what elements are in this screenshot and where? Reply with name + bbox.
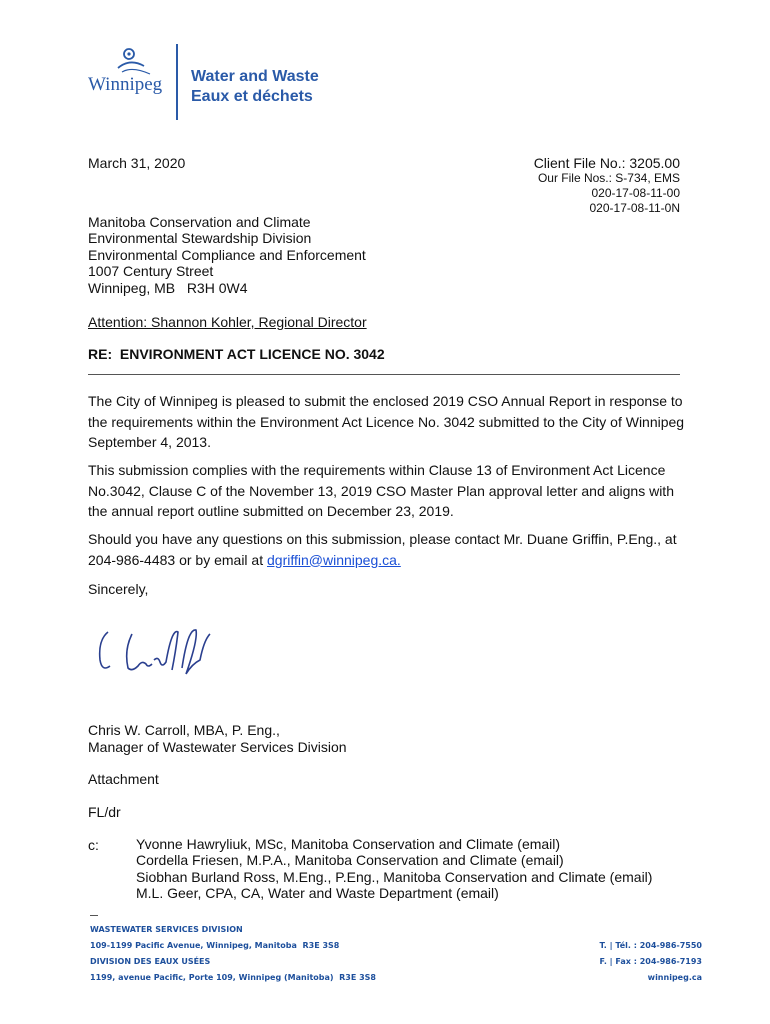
cc-recipient: Yvonne Hawryliuk, MSc, Manitoba Conservation and Climate (email) xyxy=(136,836,561,852)
footer-phone: T. | Tél. : 204-986-7550 xyxy=(599,941,702,950)
footer-website-link[interactable]: winnipeg.ca xyxy=(647,973,702,982)
our-file-numbers xyxy=(538,171,680,216)
our-file-line: 020-17-08-11-0N xyxy=(589,201,680,215)
recipient-address xyxy=(88,214,366,296)
footer-rule xyxy=(90,915,98,916)
signer-title: Manager of Wastewater Services Division xyxy=(88,739,347,755)
subject-line: RE: ENVIRONMENT ACT LICENCE NO. 3042 xyxy=(88,346,385,362)
signature-block xyxy=(88,722,347,756)
address-line: Manitoba Conservation and Climate xyxy=(88,214,311,230)
body-paragraph-3 xyxy=(88,529,684,570)
attention-line: Attention: Shannon Kohler, Regional Director xyxy=(88,314,367,330)
address-line: Environmental Compliance and Enforcement xyxy=(88,246,366,263)
cc-recipient: M.L. Geer, CPA, CA, Water and Waste Department (email) xyxy=(136,885,499,902)
footer-address-fr: 1199, avenue Pacific, Porte 109, Winnipeg (Manitoba) R3E 3S8 xyxy=(90,973,376,982)
logo-divider xyxy=(176,44,178,120)
signer-name: Chris W. Carroll, MBA, P. Eng., xyxy=(88,722,280,738)
address-line: Winnipeg, MB R3H 0W4 xyxy=(88,279,248,296)
address-line: Environmental Stewardship Division xyxy=(88,230,312,247)
attachment-note: Attachment xyxy=(88,771,159,787)
our-file-line: 020-17-08-11-00 xyxy=(591,186,680,200)
body-paragraph-1: The City of Winnipeg is pleased to submit the enclosed 2019 CSO Annual Report in response to the requirements within the Environment Act Licence No. 3042 submitted to the City of Winnipeg September 4, 2013. xyxy=(88,393,685,450)
handwritten-signature xyxy=(92,620,222,682)
our-file-line: Our File Nos.: S-734, EMS xyxy=(537,171,680,185)
cc-list xyxy=(136,836,652,902)
body-paragraph-2: This submission complies with the requirements within Clause 13 of Environment Act Licence No.3042, Clause C of the November 13, 2019 CSO Master Plan approval letter and aligns with the annual report outline submitted on December 23, 2019. xyxy=(88,462,674,519)
department-name-en: Water and Waste xyxy=(191,68,319,85)
footer-division-en: WASTEWATER SERVICES DIVISION xyxy=(90,925,243,934)
closing: Sincerely, xyxy=(88,581,149,597)
client-file-number: Client File No.: 3205.00 xyxy=(533,155,680,171)
address-line: 1007 Century Street xyxy=(88,263,214,280)
typist-initials: FL/dr xyxy=(88,804,121,820)
contact-email-link[interactable]: dgriffin@winnipeg.ca. xyxy=(267,551,401,568)
footer-address-en: 109-1199 Pacific Avenue, Winnipeg, Manitoba R3E 3S8 xyxy=(90,941,340,950)
letter-date: March 31, 2020 xyxy=(88,155,186,171)
paragraph-3-text: Should you have any questions on this submission, please contact Mr. Duane Griffin, P.Eng., at 204-986-4483 or by email at xyxy=(88,531,677,568)
subject-divider xyxy=(88,374,680,375)
department-name-fr: Eaux et déchets xyxy=(191,88,313,105)
logo-wordmark: Winnipeg xyxy=(88,74,163,95)
footer-left xyxy=(90,922,376,986)
footer-fax: F. | Fax : 204-986-7193 xyxy=(599,957,702,966)
cc-label: c: xyxy=(88,837,99,853)
footer-right xyxy=(600,938,702,986)
cc-recipient: Siobhan Burland Ross, M.Eng., P.Eng., Manitoba Conservation and Climate (email) xyxy=(136,868,653,885)
footer-division-fr: DIVISION DES EAUX USÉES xyxy=(90,957,211,966)
cc-recipient: Cordella Friesen, M.P.A., Manitoba Conservation and Climate (email) xyxy=(136,852,564,869)
